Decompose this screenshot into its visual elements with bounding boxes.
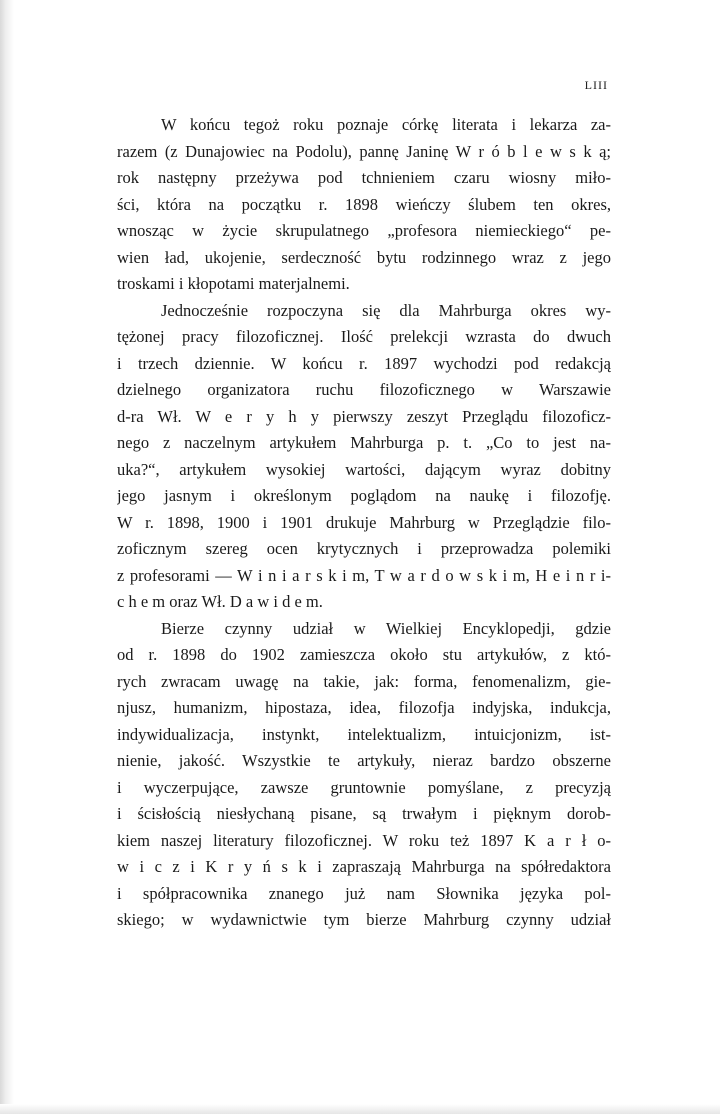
text-line: njusz, humanizm, hipostaza, idea, filozofja indyjska, indukcja, <box>117 698 611 717</box>
text-line: W końcu tegoż roku poznaje córkę literata i lekarza za- <box>161 115 611 134</box>
text-line: W r. 1898, 1900 i 1901 drukuje Mahrburg w Przeglądzie filo- <box>117 512 611 532</box>
text-line: c h e m oraz Wł. D a w i d e m. <box>117 592 323 611</box>
text-line: wien ład, ukojenie, serdeczność bytu rodzinnego wraz z jego <box>117 247 611 267</box>
scan-bottom-shadow <box>0 1104 720 1114</box>
text-line: kiem naszej literatury filozoficznej. W roku też 1897 K a r ł o- <box>117 830 611 850</box>
text-line: rych zwracam uwagę na takie, jak: forma, fenomenalizm, gie- <box>117 671 611 691</box>
scan-edge-shadow <box>0 0 14 1114</box>
text-line: i trzech dziennie. W końcu r. 1897 wychodzi pod redakcją <box>117 353 611 373</box>
text-line: i ścisłością niesłychaną pisane, są trwałym i pięknym dorob- <box>117 804 611 823</box>
body-text <box>117 112 611 934</box>
text-line: od r. 1898 do 1902 zamieszcza około stu artykułów, z któ- <box>117 645 611 664</box>
text-line: indywidualizacja, instynkt, intelektualizm, intuicjonizm, ist- <box>117 724 611 744</box>
text-line: troskami i kłopotami materjalnemi. <box>117 274 350 293</box>
text-line: w i c z i K r y ń s k i zapraszają Mahrburga na spółredaktora <box>117 857 611 876</box>
text-line: nienie, jakość. Wszystkie te artykuły, nieraz bardzo obszerne <box>117 751 611 770</box>
text-line: dzielnego organizatora ruchu filozoficznego w Warszawie <box>117 380 611 399</box>
text-line: Jednocześnie rozpoczyna się dla Mahrburga okres wy- <box>161 300 611 320</box>
text-line: nego z naczelnym artykułem Mahrburga p. t. „Co to jest na- <box>117 433 611 452</box>
text-line: razem (z Dunajowiec na Podolu), pannę Janinę W r ó b l e w s k ą; <box>117 141 611 161</box>
text-line: skiego; w wydawnictwie tym bierze Mahrburg czynny udział <box>117 910 611 929</box>
text-line: jego jasnym i określonym poglądom na naukę i filozofję. <box>117 486 611 505</box>
text-line: Bierze czynny udział w Wielkiej Encyklopedji, gdzie <box>161 618 611 638</box>
text-line: rok następny przeżywa pod tchnieniem czaru wiosny miło- <box>117 168 611 187</box>
text-line: i spółpracownika znanego już nam Słownika języka pol- <box>117 883 611 903</box>
text-line: d-ra Wł. W e r y h y pierwszy zeszyt Przeglądu filozoficz- <box>117 406 611 426</box>
text-line: i wyczerpujące, zawsze gruntownie pomyślane, z precyzją <box>117 777 611 797</box>
text-line: tężonej pracy filozoficznej. Ilość prelekcji wzrasta do dwuch <box>117 327 611 346</box>
text-line: wnosząc w życie skrupulatnego „profesora niemieckiego“ pe- <box>117 221 611 240</box>
text-line: ści, która na początku r. 1898 wieńczy ślubem ten okres, <box>117 194 611 214</box>
page-number: LIII <box>584 78 608 92</box>
text-line: zoficznym szereg ocen krytycznych i przeprowadza polemiki <box>117 539 611 558</box>
text-line: z profesorami — W i n i a r s k i m, T w a r d o w s k i m, H e i n r i- <box>117 565 611 585</box>
text-line: uka?“, artykułem wysokiej wartości, dającym wyraz dobitny <box>117 459 611 479</box>
